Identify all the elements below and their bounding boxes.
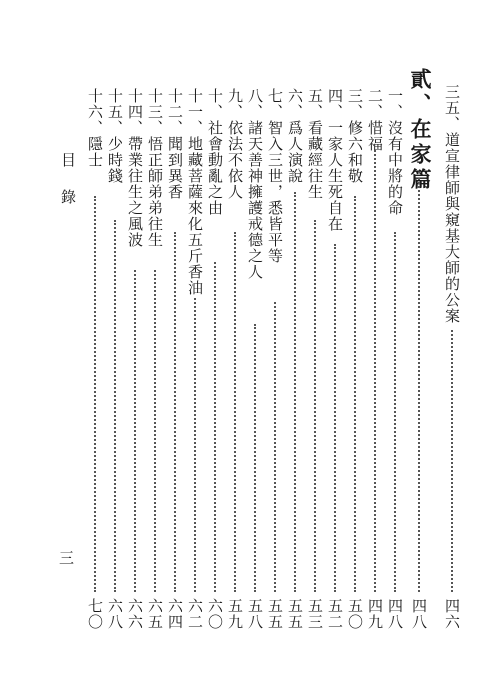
section-heading-title: 貳、在家篇 xyxy=(408,68,433,193)
toc-entry-page: 五八 xyxy=(246,598,264,630)
toc-entry-title: 六、爲人演說 xyxy=(286,88,304,184)
dot-leader xyxy=(174,232,176,592)
dot-leader xyxy=(134,270,136,592)
toc-entry-page: 六五 xyxy=(146,598,164,630)
toc-entry-title: 十六、隱士 xyxy=(86,88,104,168)
toc-entry-title: 八、諸天善神擁護戒德之人 xyxy=(246,88,264,280)
toc-entry-page: 六四 xyxy=(166,598,184,630)
dot-leader xyxy=(94,196,96,592)
toc-entry-title: 一、沒有中將的命 xyxy=(386,88,404,216)
toc-entry-page: 六六 xyxy=(126,598,144,630)
dot-leader xyxy=(234,232,236,592)
dot-leader xyxy=(418,178,420,592)
dot-leader xyxy=(451,330,453,592)
dot-leader xyxy=(254,324,256,592)
toc-entry-title: 七、智入三世，悉皆平等 xyxy=(266,88,284,264)
toc-entry-page: 七〇 xyxy=(86,598,104,630)
dot-leader xyxy=(154,270,156,592)
toc-entry-page: 四八 xyxy=(386,598,404,630)
page-folio: 三 xyxy=(57,550,75,565)
toc-entry-title: 五、看藏經往生 xyxy=(306,88,324,200)
toc-entry-page: 五三 xyxy=(306,598,324,630)
toc-entry-page: 五五 xyxy=(266,598,284,630)
dot-leader xyxy=(394,232,396,592)
toc-entry-title: 十三、悟正師弟弟往生 xyxy=(146,88,164,248)
toc-entry-title: 四、一家人生死自在 xyxy=(326,88,344,232)
toc-entry-page: 四九 xyxy=(366,598,384,630)
toc-entry-title: 十五、少時錢 xyxy=(106,88,124,184)
contents-side-label: 目錄 xyxy=(59,152,77,226)
toc-entry-page: 五九 xyxy=(226,598,244,630)
dot-leader xyxy=(314,220,316,592)
toc-entry-page: 六二 xyxy=(186,598,204,630)
toc-entry-page: 四六 xyxy=(443,598,461,630)
toc-entry-page: 五〇 xyxy=(346,598,364,630)
dot-leader xyxy=(194,298,196,592)
dot-leader xyxy=(214,262,216,592)
toc-entry-page: 四八 xyxy=(410,598,428,630)
toc-entry-title: 十二、聞到異香 xyxy=(166,88,184,200)
toc-entry-title: 九、依法不依人 xyxy=(226,88,244,200)
toc-entry-title: 十四、帶業往生之風波 xyxy=(126,88,144,248)
dot-leader xyxy=(354,196,356,592)
dot-leader xyxy=(294,192,296,592)
toc-entry-title: 三五、道宣律師與窺基大師的公案 xyxy=(443,84,461,324)
dot-leader xyxy=(114,220,116,592)
toc-entry-title: 十、社會動亂之由 xyxy=(206,88,224,216)
toc-entry-page: 六八 xyxy=(106,598,124,630)
dot-leader xyxy=(374,150,376,592)
toc-entry-page: 五五 xyxy=(286,598,304,630)
dot-leader xyxy=(274,302,276,592)
dot-leader xyxy=(334,244,336,592)
toc-entry-title: 二、惜福 xyxy=(366,88,384,152)
toc-entry-title: 十一、地藏菩薩來化五斤香油 xyxy=(186,88,204,296)
toc-entry-title: 三、修六和敬 xyxy=(346,88,364,184)
toc-entry-page: 六〇 xyxy=(206,598,224,630)
toc-entry-page: 五二 xyxy=(326,598,344,630)
